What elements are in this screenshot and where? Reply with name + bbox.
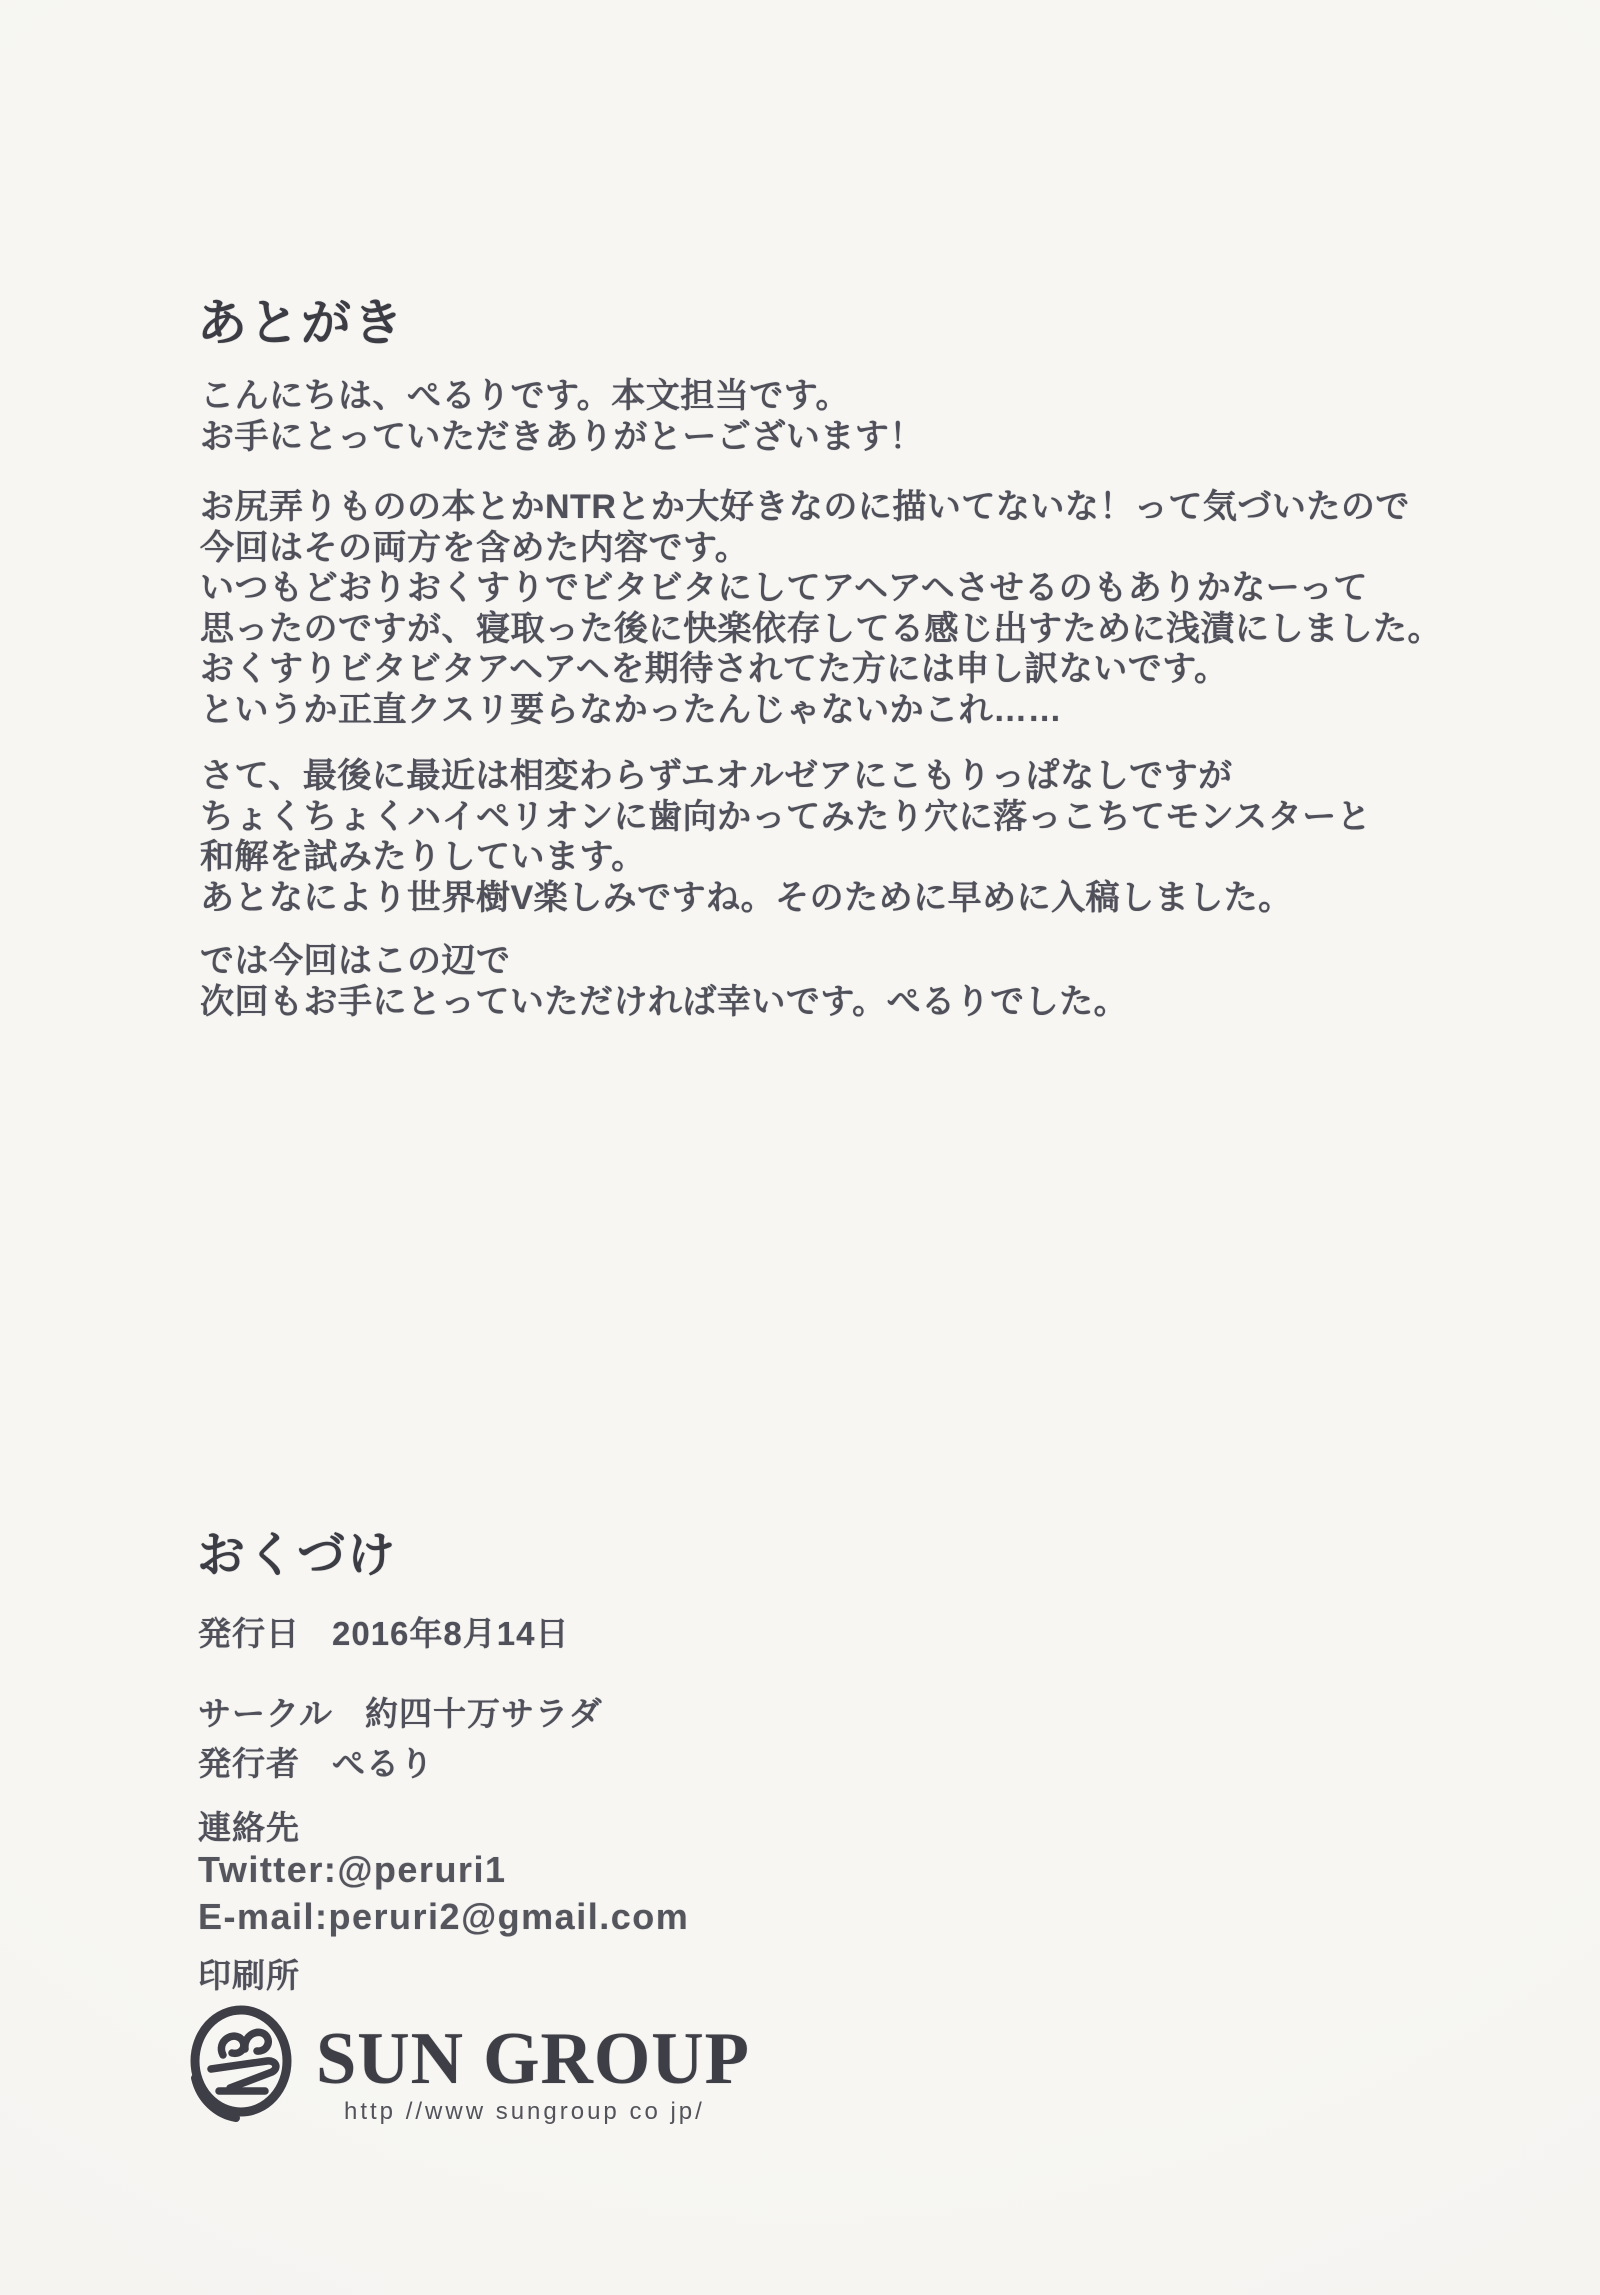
body-line: というか正直クスリ要らなかったんじゃないかこれ…… <box>200 690 1063 729</box>
afterword-paragraph <box>200 941 1128 1022</box>
afterword-paragraph <box>200 756 1371 918</box>
body-line: こんにちは、ぺるりです。本文担当です。 <box>200 377 851 415</box>
circle-label: サークル <box>198 1695 334 1732</box>
circle-value: 約四十万サラダ <box>365 1695 603 1732</box>
printer-label <box>198 1950 300 1997</box>
body-line: ちょくちょくハイペリオンに歯向かってみたり穴に落っこちてモンスターと <box>200 797 1372 836</box>
printer-label-text: 印刷所 <box>198 1957 300 1994</box>
twitter-handle: Twitter:@peruri1 <box>198 1849 507 1890</box>
email-address: E-mail:peruri2@gmail.com <box>198 1896 690 1937</box>
circle-row <box>198 1688 603 1735</box>
body-line: いつもどおりおくすりでビタビタにしてアヘアヘさせるのもありかなーって <box>200 569 1368 607</box>
sun-group-url: http //www sungroup co jp/ <box>344 2098 705 2125</box>
body-line: では今回はこの辺で <box>200 942 511 980</box>
body-line: 和解を試みたりしています。 <box>200 838 646 876</box>
colophon-heading: おくづけ <box>197 1529 398 1582</box>
sun-group-logo-text: SUN GROUP <box>316 2018 750 2100</box>
afterword-heading: あとがき <box>197 295 405 351</box>
body-line: お手にとっていただきありがとーございます！ <box>200 417 924 456</box>
publisher-row <box>198 1738 434 1785</box>
body-line: さて、最後に最近は相変わらずエオルゼアにこもりっぱなしですが <box>200 757 1233 795</box>
publish-date-row <box>198 1608 569 1655</box>
body-line: 今回はその両方を含めた内容です。 <box>200 528 750 567</box>
afterword-paragraph <box>200 487 1442 730</box>
body-line: お尻弄りものの本とかNTRとか大好きなのに描いてないな！って気づいたので <box>200 488 1410 526</box>
publish-date-label: 発行日 <box>198 1615 300 1652</box>
sun-group-monogram-icon <box>184 2002 296 2124</box>
body-line: 次回もお手にとっていただければ幸いです。ぺるりでした。 <box>200 982 1129 1021</box>
afterword-paragraph <box>200 376 924 457</box>
publisher-label: 発行者 <box>198 1745 300 1782</box>
contact-label <box>198 1802 300 1849</box>
publish-date-value: 2016年8月14日 <box>332 1615 570 1652</box>
body-line: 思ったのですが、寝取った後に快楽依存してる感じ出すために浅漬にしました。 <box>200 609 1442 648</box>
contact-label-text: 連絡先 <box>198 1809 300 1846</box>
publisher-value: ぺるり <box>332 1745 434 1782</box>
body-line: おくすりビタビタアヘアヘを期待されてた方には申し訳ないです。 <box>200 650 1229 688</box>
body-line: あとなにより世界樹V楽しみですね。そのために早めに入稿しました。 <box>200 878 1293 917</box>
